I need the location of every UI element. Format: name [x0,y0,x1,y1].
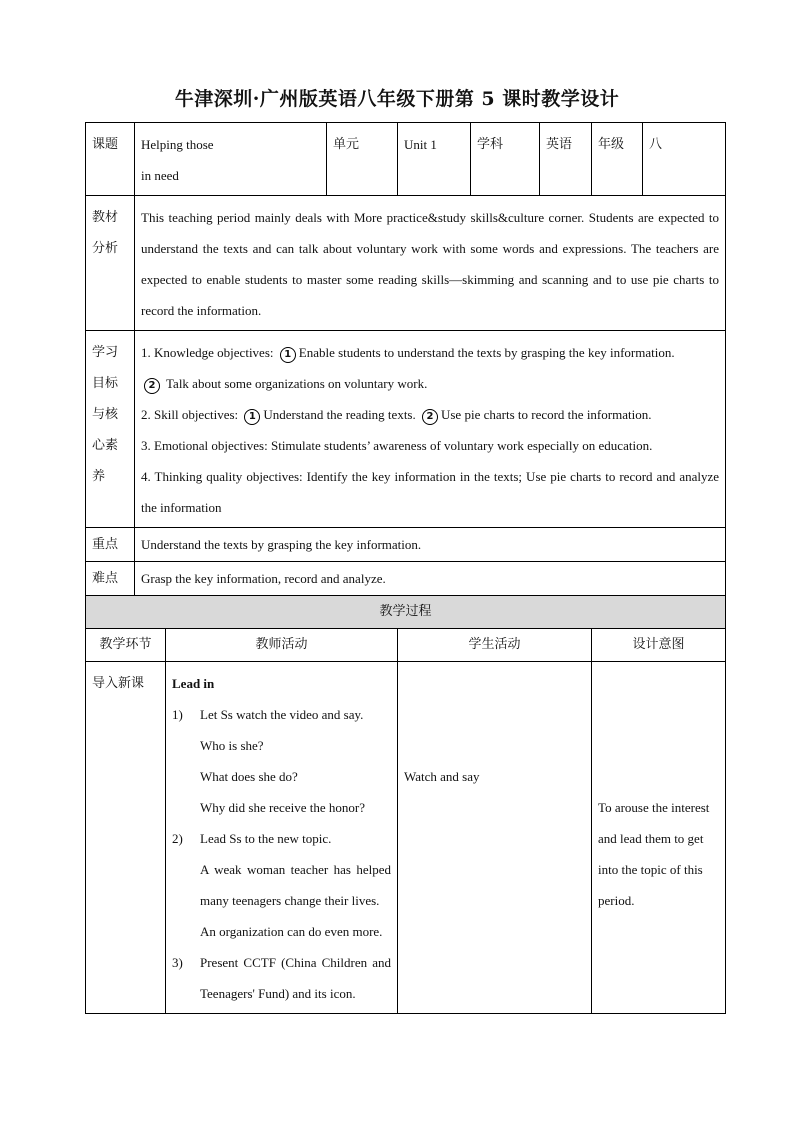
objective-knowledge-b: Talk about some organizations on voluntary work. [166,376,428,391]
objectives-label-line: 学习 [92,345,119,360]
difficult-point-label: 难点 [86,562,135,596]
teacher-activity-cell [166,662,398,1014]
objective-knowledge-a: Enable students to understand the texts by grasping the key information. [298,345,675,360]
process-title: 教学过程 [86,596,726,629]
step-number: 1) [172,707,183,722]
header-row [86,123,726,196]
objective-skill-prefix: 2. Skill objectives: [141,407,239,422]
column-teacher: 教师活动 [166,629,398,662]
step-1 [172,699,391,730]
objective-emotional: 3. Emotional objectives: Stimulate students’ awareness of voluntary work especially on education. [141,438,653,453]
topic-value [135,123,327,196]
step-2 [172,823,391,854]
step-number: 2) [172,831,183,846]
circled-number-icon: 2 [422,409,438,425]
unit-label: 单元 [327,123,398,196]
topic-value-line2: in need [141,168,179,183]
materials-label-line2: 分析 [92,241,119,256]
objective-skill [141,399,719,430]
key-point-label: 重点 [86,528,135,562]
unit-value: Unit 1 [398,123,471,196]
circled-number-icon: 1 [280,347,296,363]
key-point-row [86,528,726,562]
objectives-label-line: 目标 [92,376,119,391]
question-1: Who is she? [200,738,264,753]
column-intent: 设计意图 [592,629,726,662]
difficult-point-row [86,562,726,596]
step-2-line-1: A weak woman teacher has helped many teenagers change their lives. [200,862,392,908]
step-number: 3) [172,955,183,970]
stage-cell: 导入新课 [86,662,166,1014]
step-2-line-2: An organization can do even more. [200,924,383,939]
question-2: What does she do? [200,769,298,784]
grade-label: 年级 [592,123,643,196]
topic-label: 课题 [86,123,135,196]
step-text: Let Ss watch the video and say. [200,707,364,722]
materials-label [86,196,135,331]
objective-knowledge [141,337,719,368]
lead-in-heading: Lead in [172,676,215,691]
objectives-label-line: 与核 [92,407,119,422]
materials-row [86,196,726,331]
objective-knowledge-prefix: 1. Knowledge objectives: [141,345,274,360]
process-columns-row [86,629,726,662]
circled-number-icon: 1 [244,409,260,425]
materials-label-line1: 教材 [92,210,119,225]
objectives-label-line: 心素 [92,438,119,453]
subject-value: 英语 [540,123,592,196]
document-title: 牛津深圳·广州版英语八年级下册第 5 课时教学设计 [174,88,620,110]
step-text: Lead Ss to the new topic. [200,831,332,846]
column-student: 学生活动 [398,629,592,662]
student-activity-cell: Watch and say [398,662,592,1014]
lead-in-row [86,662,726,1014]
objectives-label [86,331,135,528]
process-heading-row [86,596,726,629]
objectives-label-line: 养 [92,469,106,484]
column-stage: 教学环节 [86,629,166,662]
objective-skill-a: Understand the reading texts. [263,407,416,422]
grade-value: 八 [643,123,726,196]
key-point-text: Understand the texts by grasping the key information. [135,528,726,562]
circled-number-icon: 2 [144,378,160,394]
difficult-point-text: Grasp the key information, record and analyze. [135,562,726,596]
objectives-text [135,331,726,528]
materials-text: This teaching period mainly deals with More practice&study skills&culture corner. Students are expected to understand the texts and can talk about voluntary work with some words and expressions. The teachers are expected to enable students to master some reading skills—skimming and scanning and to use pie charts to record the information. [135,196,726,331]
lesson-plan-table [85,122,726,1014]
objective-thinking: 4. Thinking quality objectives: Identify the key information in the texts; Use pie charts to record and analyze the information [141,469,720,515]
intent-cell: To arouse the interest and lead them to get into the topic of this period. [592,662,726,1014]
objectives-row [86,331,726,528]
objective-skill-b: Use pie charts to record the information. [440,407,652,422]
step-text: Present CCTF (China Children and Teenagers' Fund) and its icon. [200,955,392,1001]
topic-value-line1: Helping those [141,137,214,152]
objective-knowledge-b-line [141,368,719,399]
question-3: Why did she receive the honor? [200,800,365,815]
step-3 [172,947,391,1009]
subject-label: 学科 [471,123,540,196]
